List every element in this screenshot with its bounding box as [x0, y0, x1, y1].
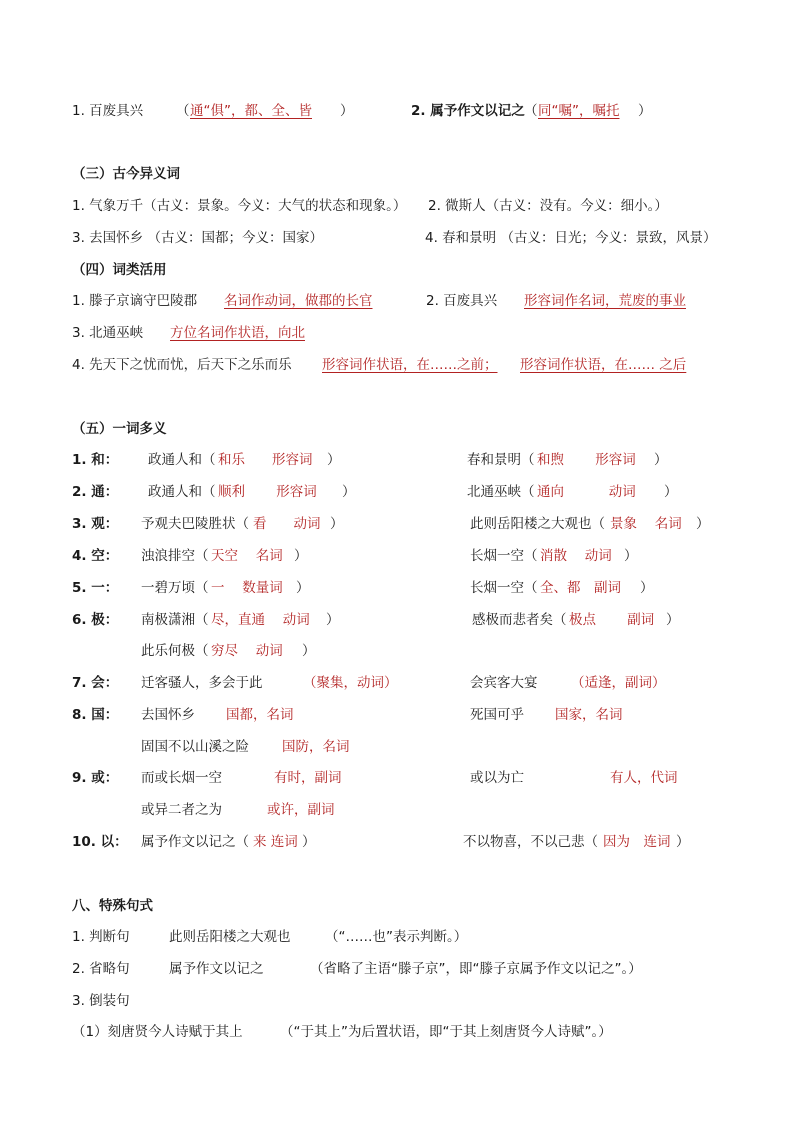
item-text: 2. 微斯人（古义：没有。今义：细小。） — [428, 198, 668, 214]
table-row — [0, 800, 794, 820]
answer-text: 景象 名词 — [610, 516, 682, 532]
word-label: 9. 或： — [72, 770, 119, 786]
paren-close: ） — [696, 516, 710, 532]
answer-text: 顺利 形容词 — [218, 484, 317, 500]
word-label: 7. 会： — [72, 675, 119, 691]
example-text: 此则岳阳楼之大观也（ — [470, 516, 605, 532]
item-label: 2. 省略句 — [72, 961, 130, 977]
example-text: 长烟一空（ — [470, 548, 538, 564]
section-4-heading: （四）词类活用 — [72, 262, 167, 278]
answer-text: 形容词作状语，在……之前； — [322, 357, 498, 373]
paren-close: ） — [654, 452, 668, 468]
example-text: 去国怀乡 — [141, 707, 195, 723]
item-label: 3. 倒装句 — [72, 993, 130, 1009]
word-label: 5. 一： — [72, 580, 119, 596]
word-label: 10. 以： — [72, 834, 128, 850]
example-text: 或异二者之为 — [141, 802, 222, 818]
example-text: 属予作文以记之（ — [141, 834, 249, 850]
paren-close: ） — [302, 834, 316, 850]
table-row — [0, 610, 794, 630]
list-item — [0, 991, 794, 1011]
answer-text: 和煦 形容词 — [537, 452, 636, 468]
table-row — [0, 832, 794, 852]
section-heading — [0, 260, 794, 280]
table-row — [0, 737, 794, 757]
item-text: 3. 去国怀乡 （古义：国都；今义：国家） — [72, 230, 323, 246]
answer-text: 或许，副词 — [267, 802, 335, 818]
example-text: 或以为亡 — [470, 770, 524, 786]
list-item — [0, 228, 794, 248]
section-heading — [0, 419, 794, 439]
table-row — [0, 578, 794, 598]
example-text: 属予作文以记之 — [169, 961, 264, 977]
answer-text: 国都，名词 — [226, 707, 294, 723]
paren-close: ） — [342, 484, 356, 500]
word-label: 1. 和： — [72, 452, 119, 468]
answer-text: 同“嘱”，嘱托 — [538, 103, 620, 119]
answer-text: 尽，直通 动词 — [211, 612, 310, 628]
answer-text: （聚集，动词） — [303, 675, 398, 691]
answer-text: 穷尽 动词 — [211, 643, 283, 659]
answer-text: （适逢，副词） — [571, 675, 666, 691]
paren-close: ） — [302, 643, 316, 659]
item-text: 4. 春和景明 （古义：日光；今义：景致，风景） — [425, 230, 717, 246]
answer-text: 国家，名词 — [555, 707, 623, 723]
answer-text: 一 数量词 — [211, 580, 283, 596]
top-row — [0, 101, 794, 121]
paren-close: ） — [666, 612, 680, 628]
answer-text: 名词作动词，做郡的长官 — [224, 293, 373, 309]
word-label: 3. 观： — [72, 516, 119, 532]
paren-close: ） — [330, 516, 344, 532]
list-item — [0, 291, 794, 311]
answer-text: 来 连词 — [253, 834, 298, 850]
item-label: 2. 属予作文以记之 — [411, 103, 525, 119]
table-row — [0, 641, 794, 661]
example-text: 固国不以山溪之险 — [141, 739, 249, 755]
answer-text: 有时，副词 — [274, 770, 342, 786]
example-text: 会宾客大宴 — [470, 675, 538, 691]
item-label: 1. 百废具兴 — [72, 103, 144, 119]
paren-close: ） — [676, 834, 690, 850]
item-label: 3. 北通巫峡 — [72, 325, 144, 341]
paren-close: ） — [638, 103, 652, 119]
word-label: 4. 空： — [72, 548, 119, 564]
paren-close: ） — [340, 103, 354, 119]
example-text: 不以物喜，不以己悲（ — [463, 834, 598, 850]
answer-text: 通“俱”，都、全、皆 — [190, 103, 312, 119]
example-text: 南极潇湘（ — [141, 612, 209, 628]
example-text: 浊浪排空（ — [141, 548, 209, 564]
example-text: 长烟一空（ — [470, 580, 538, 596]
note-text: （省略了主语“滕子京”，即“滕子京属予作文以记之”。） — [310, 961, 642, 977]
section-heading — [0, 164, 794, 184]
answer-text: 因为 连词 — [603, 834, 671, 850]
note-text: （“……也”表示判断。） — [325, 929, 468, 945]
example-text: 此则岳阳楼之大观也 — [169, 929, 291, 945]
list-item — [0, 1022, 794, 1042]
item-text: 1. 气象万千（古义：景象。今义：大气的状态和现象。） — [72, 198, 407, 214]
paren-close: ） — [640, 580, 654, 596]
example-text: 死国可乎 — [470, 707, 524, 723]
example-text: 一碧万顷（ — [141, 580, 209, 596]
paren-close: ） — [294, 548, 308, 564]
list-item — [0, 927, 794, 947]
table-row — [0, 546, 794, 566]
paren-close: ） — [326, 612, 340, 628]
example-text: 春和景明（ — [467, 452, 535, 468]
paren-open: （ — [524, 103, 538, 119]
word-label: 6. 极： — [72, 612, 119, 628]
word-label: 2. 通： — [72, 484, 119, 500]
example-text: 政通人和（ — [148, 484, 216, 500]
example-text: 感极而悲者矣（ — [472, 612, 567, 628]
paren-close: ） — [664, 484, 678, 500]
paren-open: （ — [176, 103, 190, 119]
paren-close: ） — [327, 452, 341, 468]
section-3-heading: （三）古今异义词 — [72, 166, 180, 182]
answer-text: 和乐 形容词 — [218, 452, 313, 468]
list-item — [0, 323, 794, 343]
section-5-heading: （五）一词多义 — [72, 421, 167, 437]
table-row — [0, 705, 794, 725]
table-row — [0, 514, 794, 534]
paren-close: ） — [624, 548, 638, 564]
table-row — [0, 768, 794, 788]
word-label: 8. 国： — [72, 707, 119, 723]
example-text: 而或长烟一空 — [141, 770, 222, 786]
answer-text: 方位名词作状语，向北 — [170, 325, 305, 341]
example-text: 北通巫峡（ — [467, 484, 535, 500]
section-heading — [0, 896, 794, 916]
note-text: （“于其上”为后置状语，即“于其上刻唐贤今人诗赋”。） — [280, 1024, 612, 1040]
example-text: 政通人和（ — [148, 452, 216, 468]
list-item — [0, 959, 794, 979]
paren-close: ） — [296, 580, 310, 596]
item-label: 4. 先天下之忧而忧，后天下之乐而乐 — [72, 357, 292, 373]
table-row — [0, 482, 794, 502]
answer-text: 天空 名词 — [211, 548, 283, 564]
answer-text: 形容词作状语，在…… 之后 — [520, 357, 687, 373]
example-text: 迁客骚人，多会于此 — [141, 675, 263, 691]
list-item — [0, 196, 794, 216]
section-8-heading: 八、特殊句式 — [72, 898, 153, 914]
item-label: 2. 百废具兴 — [426, 293, 498, 309]
answer-text: 全、都 副词 — [540, 580, 621, 596]
answer-text: 消散 动词 — [540, 548, 612, 564]
example-text: 此乐何极（ — [141, 643, 209, 659]
table-row — [0, 450, 794, 470]
answer-text: 通向 动词 — [537, 484, 636, 500]
answer-text: 极点 副词 — [569, 612, 655, 628]
item-label: 1. 滕子京谪守巴陵郡 — [72, 293, 198, 309]
list-item — [0, 355, 794, 375]
answer-text: 国防，名词 — [282, 739, 350, 755]
answer-text: 看 动词 — [253, 516, 321, 532]
item-label: 1. 判断句 — [72, 929, 130, 945]
answer-text: 形容词作名词，荒废的事业 — [524, 293, 686, 309]
table-row — [0, 673, 794, 693]
item-label: （1）刻唐贤今人诗赋于其上 — [72, 1024, 243, 1040]
answer-text: 有人，代词 — [610, 770, 678, 786]
example-text: 予观夫巴陵胜状（ — [141, 516, 249, 532]
